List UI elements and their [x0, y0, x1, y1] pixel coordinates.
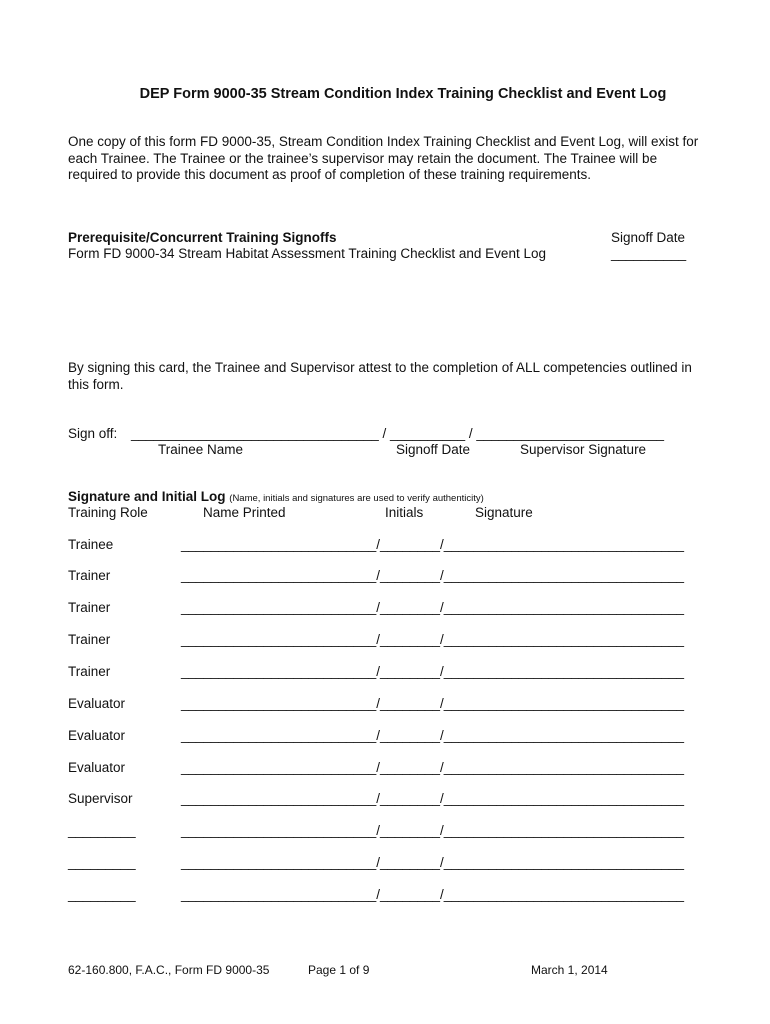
log-row-entry-line[interactable]: __________________________/________/________________________________ [181, 855, 685, 870]
signoff-date-caption: Signoff Date [396, 442, 471, 457]
log-row-role-blank[interactable]: _________ [68, 887, 136, 902]
log-row-entry-line[interactable]: __________________________/________/________________________________ [181, 791, 685, 806]
log-row-entry-line[interactable]: __________________________/________/________________________________ [181, 760, 685, 775]
log-row-entry-line[interactable]: __________________________/________/________________________________ [181, 823, 685, 838]
log-row-entry-line[interactable]: __________________________/________/________________________________ [181, 568, 685, 583]
page-title: DEP Form 9000-35 Stream Condition Index Training Checklist and Event Log [139, 86, 667, 102]
prerequisite-item: Form FD 9000-34 Stream Habitat Assessment Training Checklist and Event Log [68, 246, 546, 261]
log-row-entry-line[interactable]: __________________________/________/________________________________ [181, 632, 685, 647]
intro-paragraph: One copy of this form FD 9000-35, Stream Condition Index Training Checklist and Event Log, will exist for each Trainee. The Trainee or the trainee’s supervisor may retain the document. The Trainee will be required to provide this document as proof of completion of these training requirements. [68, 134, 699, 182]
log-note: (Name, initials and signatures are used to verify authenticity) [229, 493, 484, 504]
log-row-entry-line[interactable]: __________________________/________/________________________________ [181, 600, 685, 615]
column-header-initials: Initials [385, 505, 424, 520]
column-header-role: Training Role [68, 505, 148, 520]
log-row-role-blank[interactable]: _________ [68, 823, 136, 838]
attestation-paragraph: By signing this card, the Trainee and Supervisor attest to the completion of ALL competencies outlined in this form. [68, 360, 692, 392]
log-heading: Signature and Initial Log [68, 489, 226, 504]
log-row-role: Trainer [68, 600, 111, 615]
column-header-signature: Signature [475, 505, 533, 520]
log-heading-line [68, 489, 484, 504]
log-row-entry-line[interactable]: __________________________/________/________________________________ [181, 664, 685, 679]
footer-page-number: Page 1 of 9 [308, 963, 370, 977]
prerequisite-date-field[interactable]: __________ [611, 246, 687, 261]
footer-rule: 62-160.800, F.A.C., Form FD 9000-35 [68, 963, 270, 977]
log-row-role: Supervisor [68, 791, 133, 806]
column-header-name: Name Printed [203, 505, 286, 520]
trainee-name-caption: Trainee Name [158, 442, 244, 457]
log-row-role: Trainer [68, 632, 111, 647]
log-row-entry-line[interactable]: __________________________/________/________________________________ [181, 696, 685, 711]
signoff-line[interactable]: _________________________________ / __________ / _________________________ [131, 426, 665, 441]
log-row-role-blank[interactable]: _________ [68, 855, 136, 870]
signoff-label: Sign off: [68, 426, 118, 441]
log-row-entry-line[interactable]: __________________________/________/________________________________ [181, 537, 685, 552]
log-row-role: Trainer [68, 664, 111, 679]
log-row-entry-line[interactable]: __________________________/________/________________________________ [181, 728, 685, 743]
prerequisites-heading: Prerequisite/Concurrent Training Signoffs [68, 230, 337, 245]
supervisor-signature-caption: Supervisor Signature [520, 442, 647, 457]
log-row-role: Evaluator [68, 696, 126, 711]
log-row-role: Trainee [68, 537, 114, 552]
log-row-role: Trainer [68, 568, 111, 583]
log-row-entry-line[interactable]: __________________________/________/________________________________ [181, 887, 685, 902]
log-row-role: Evaluator [68, 728, 126, 743]
signoff-date-heading: Signoff Date [611, 230, 686, 245]
footer-date: March 1, 2014 [531, 963, 608, 977]
log-row-role: Evaluator [68, 760, 126, 775]
